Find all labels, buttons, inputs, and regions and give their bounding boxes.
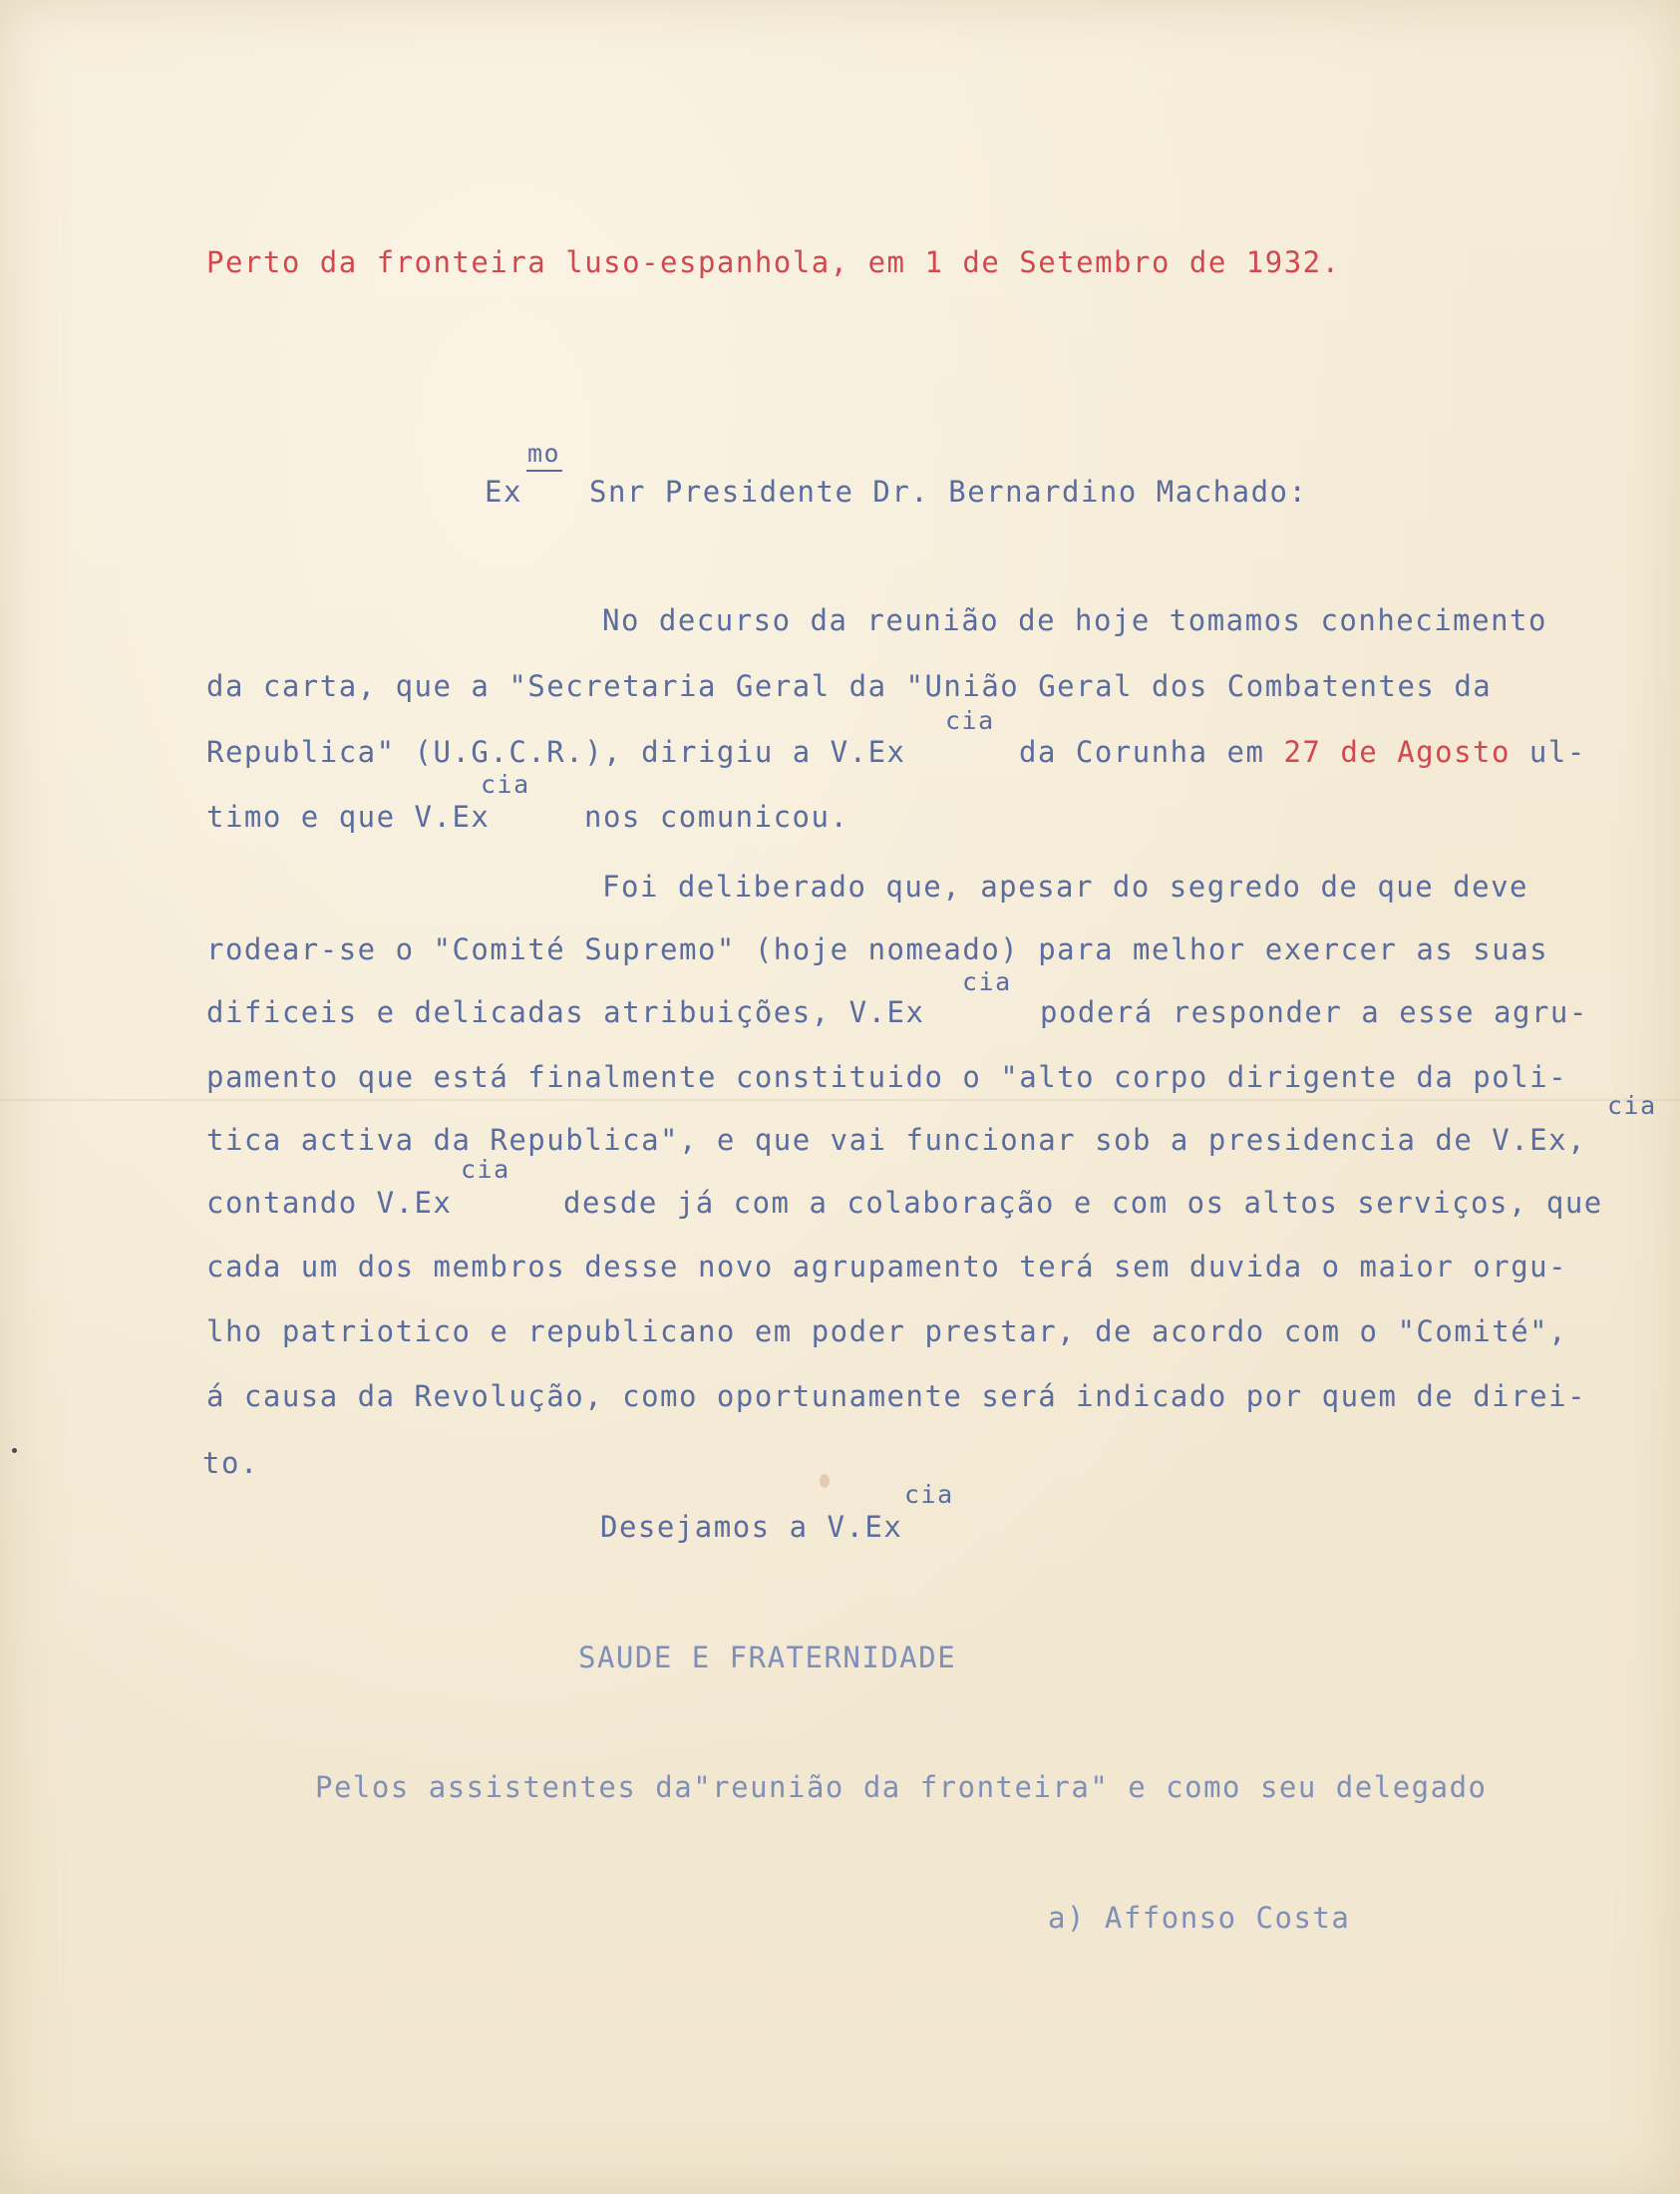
body-superscript: cia: [461, 1155, 510, 1184]
body-line: contando V.Ex: [206, 1186, 453, 1220]
salutation-prefix: Ex: [485, 475, 522, 509]
body-line: poderá responder a esse agru-: [1040, 995, 1588, 1029]
date-reference: 27 de Agosto: [1283, 735, 1511, 769]
place-date-line: Perto da fronteira luso-espanhola, em 1 de Setembro de 1932.: [206, 245, 1341, 279]
body-line: to.: [202, 1446, 259, 1480]
body-superscript: cia: [945, 706, 995, 735]
body-superscript: cia: [1607, 1091, 1657, 1120]
place-date-year-digit: 2: [1302, 245, 1322, 279]
body-superscript: cia: [904, 1480, 954, 1509]
salutation-text: Snr Presidente Dr. Bernardino Machado:: [589, 475, 1308, 509]
body-line: tica activa da Republica", e que vai funcionar sob a presidencia de V.Ex,: [206, 1123, 1587, 1157]
body-line: nos comunicou.: [584, 800, 849, 834]
body-line: da carta, que a "Secretaria Geral da "União Geral dos Combatentes da: [206, 669, 1493, 703]
on-behalf-line: Pelos assistentes da"reunião da fronteira" e como seu delegado: [315, 1770, 1488, 1804]
body-line: Republica" (U.G.C.R.), dirigiu a V.Ex: [206, 735, 906, 769]
body-line: timo e que V.Ex: [206, 800, 491, 834]
body-line: No decurso da reunião de hoje tomamos conhecimento: [602, 603, 1547, 637]
body-superscript: cia: [962, 967, 1012, 996]
body-line: da Corunha em 27 de Agosto ul-: [1019, 735, 1586, 769]
body-line: dificeis e delicadas atribuições, V.Ex: [206, 995, 925, 1029]
body-line: Desejamos a V.Ex: [600, 1510, 903, 1544]
closing-greeting: SAUDE E FRATERNIDADE: [578, 1641, 957, 1674]
salutation-superscript: mo: [527, 439, 561, 468]
ink-speck: [12, 1448, 17, 1453]
signature: a) Affonso Costa: [1048, 1901, 1351, 1935]
ink-stain: [820, 1474, 830, 1488]
body-line: pamento que está finalmente constituido o "alto corpo dirigente da poli-: [206, 1060, 1568, 1094]
body-line: rodear-se o "Comité Supremo" (hoje nomeado) para melhor exercer as suas: [206, 932, 1549, 966]
body-line: desde já com a colaboração e com os altos serviços, que: [563, 1186, 1603, 1220]
body-line: cada um dos membros desse novo agrupamento terá sem duvida o maior orgu-: [206, 1250, 1568, 1283]
body-line: á causa da Revolução, como oportunamente será indicado por quem de direi-: [206, 1379, 1587, 1413]
paper-fold: [0, 1099, 1680, 1101]
body-line: Foi deliberado que, apesar do segredo de que deve: [602, 870, 1529, 904]
salutation-underline: [526, 470, 562, 472]
body-line: lho patriotico e republicano em poder prestar, de acordo com o "Comité",: [206, 1314, 1568, 1348]
body-superscript: cia: [481, 770, 530, 799]
